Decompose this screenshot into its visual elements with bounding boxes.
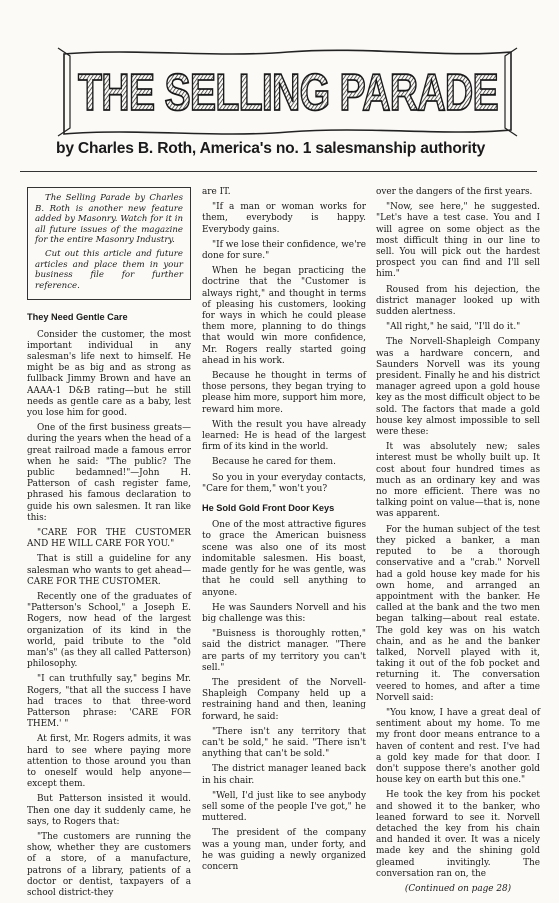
paragraph: "If a man or woman works for them, everybody is happy. Everybody gains. xyxy=(202,202,366,235)
paragraph: are IT. xyxy=(202,187,231,197)
paragraph: Because he thought in terms of those persons, they began trying to please him more, support him more, reward him more. xyxy=(202,371,366,415)
column-1 xyxy=(27,187,191,903)
editor-note-p2: Cut out this article and future articles and place them in your business file for further reference. xyxy=(35,248,183,291)
paragraph: over the dangers of the first years. xyxy=(376,187,533,197)
page-title: THE SELLING PARADE xyxy=(78,64,498,122)
paragraph: He was Saunders Norvell and his big challenge was this: xyxy=(202,602,366,624)
paragraph: "Now, see here," he suggested. "Let's have a test case. You and I will agree on some object as the most difficult thing in our line to sell. You will pick out the hardest prospect you can find and I'll sell him." xyxy=(376,202,540,280)
paragraph: But Patterson insisted it would. Then one day it suddenly came, he says, to Rogers that: xyxy=(27,794,191,827)
paragraph: "There isn't any territory that can't be sold," he said. "There isn't anything that can't be sold." xyxy=(202,726,366,760)
paragraph: Because he cared for them. xyxy=(212,457,336,468)
paragraph: Roused from his dejection, the district manager looked up with sudden alertness. xyxy=(376,284,540,318)
paragraph: Consider the customer, the most important individual in any salesman's life next to himself. He might be as big and as strong as fullback Jimmy Brown and have an AAAA-1 D&B rating—but he still needs as gentle care as a baby, lest you lose him for good. xyxy=(27,329,191,418)
title-banner-graphic xyxy=(56,44,519,140)
column-2 xyxy=(202,187,366,877)
paragraph: One of the most attractive figures to grace the American buisness scene was also one of its most indomitable salesmen. His boast, made gently for he was gentle, was that he could sell anything to anyone. xyxy=(202,520,366,598)
paragraph: The district manager leaned back in his chair. xyxy=(202,764,366,786)
column-3 xyxy=(376,187,540,895)
paragraph: "Well, I'd just like to see anybody sell some of the people I've got," he muttered. xyxy=(202,790,366,824)
paragraph: "You know, I have a great deal of sentiment about my home. To me my front door means entrance to a haven of content and rest. I've had a gold key made for that door. I don't suppose there's another gold house key on earth but this one." xyxy=(376,707,540,786)
paragraph: That is still a guideline for any salesman who wants to get ahead—CARE FOR THE CUSTOMER. xyxy=(27,554,191,587)
paragraph: "All right," he said, "I'll do it." xyxy=(386,322,521,333)
paragraph: Recently one of the graduates of "Patterson's School," a Joseph E. Rogers, now head of the largest organization of its kind in the world, paid tribute to the "old man's" (as they all called Patterson) philosophy. xyxy=(27,592,191,670)
paragraph: The president of the company was a young man, under forty, and he was guiding a newly organized concern xyxy=(202,828,366,872)
paragraph: With the result you have already learned: He is head of the largest firm of its kind in the world. xyxy=(202,419,366,453)
paragraph: One of the first business greats—during the years when the head of a great railroad made a famous error when he said: "The public? The public bedamned!"—John H. Patterson of cash register fame, phrased his famous declaration to guide his own salesmen. It ran like this: xyxy=(27,423,191,523)
paragraph: The Norvell-Shapleigh Company was a hardware concern, and Saunders Norvell was its young president. Finally he and his district manager agreed upon a gold house key as the most difficult object to be sold. The factors that made a gold house key almost impossible to sell were these: xyxy=(376,337,540,438)
paragraph: The president of the Norvell-Shapleigh Company held up a restraining hand and then, leaning forward, he said: xyxy=(202,677,366,722)
paragraph: At first, Mr. Rogers admits, it was hard to see where paying more attention to those around you than to oneself would help anyone—except them. xyxy=(27,734,191,790)
paragraph: For the human subject of the test they picked a banker, a man reputed to be a thorough conservative and a "crab." Norvell had a gold house key made for his own home, and arranged an appointment with the banker. He called at the bank and the two men began talking—about real estate. The gold key was on his watch chain, and as he and the banker talked, Norvell played with it, taking it out of the fob pocket and returning it. The conversation veered to homes, and after a time Norvell said: xyxy=(376,524,540,703)
paragraph: It was absolutely new; sales interest must be wholly built up. It cost about four hundred times as much as an ordinary key and was no more efficient. There was no talking point on value—that is, none was apparent. xyxy=(376,442,540,520)
paragraph: He took the key from his pocket and showed it to the banker, who leaned forward to see it. Norvell detached the key from his chain and handed it over. It was a nicely made key and the shining gold gleamed invitingly. The conversation ran on, the xyxy=(376,790,540,879)
section-heading-gold-keys: He Sold Gold Front Door Keys xyxy=(202,503,335,514)
paragraph: "I can truthfully say," begins Mr. Rogers, "that all the success I have had traces to that three-word Patterson phrase: 'CARE FOR THEM.' " xyxy=(27,674,191,730)
top-divider xyxy=(20,171,537,172)
section-heading-gentle-care: They Need Gentle Care xyxy=(27,312,128,323)
paragraph: "CARE FOR THE CUSTOMER AND HE WILL CARE FOR YOU." xyxy=(27,528,191,550)
continued-note: (Continued on page 28) xyxy=(404,883,512,894)
byline: by Charles B. Roth, America's no. 1 salesmanship authority xyxy=(56,140,486,157)
paragraph: When he began practicing the doctrine that the "Customer is always right," and thought in terms of pleasing his customers, looking for ways in which he could please them more, planning to do things that would win more confidence, Mr. Rogers really started going ahead in his work. xyxy=(202,266,366,366)
editor-note-p1: The Selling Parade by Charles B. Roth is another new feature added by Masonry. Watch for it in all future issues of the magazine for the entire Masonry Industry. xyxy=(35,193,183,246)
paragraph: So you in your everyday contacts, "Care for them," won't you? xyxy=(202,472,366,494)
editor-note xyxy=(27,187,191,300)
paragraph: "If we lose their confidence, we're done for sure." xyxy=(202,239,366,262)
paragraph: "Buisness is thoroughly rotten," said the district manager. "There are parts of my territory you can't sell." xyxy=(202,629,366,673)
title-banner xyxy=(56,44,519,140)
paragraph: "The customers are running the show, whether they are customers of a store, of a manufacture, patrons of a library, patients of a doctor or dentist, taxpayers of a school district-they xyxy=(27,832,191,899)
